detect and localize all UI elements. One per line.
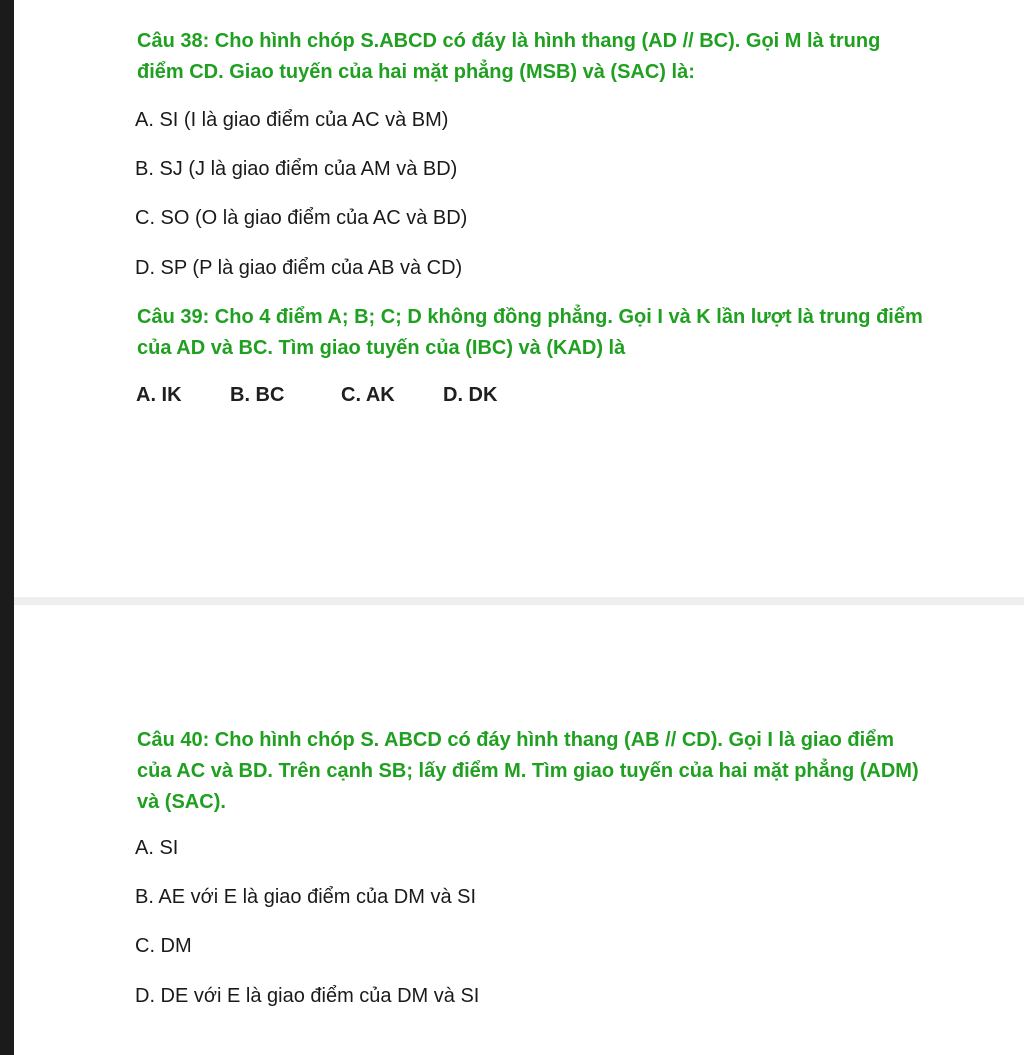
- document-page-2: [14, 605, 1024, 1055]
- question-40-option-b: B. AE với E là giao điểm của DM và SI: [135, 886, 477, 908]
- question-38-option-b: B. SJ (J là giao điểm của AM và BD): [135, 158, 458, 180]
- question-40-option-a: A. SI: [135, 837, 179, 859]
- question-39-option-b: B. BC: [230, 384, 285, 406]
- question-40-option-c: C. DM: [135, 935, 192, 957]
- question-38-option-c: C. SO (O là giao điểm của AC và BD): [135, 207, 468, 229]
- page-separator: [14, 597, 1024, 605]
- question-40-title: Câu 40: Cho hình chóp S. ABCD có đáy hình thang (AB // CD). Gọi I là giao điểm của AC và BD. Trên cạnh SB; lấy điểm M. Tìm giao tuyến của hai mặt phẳng (ADM) và (SAC).: [137, 729, 919, 813]
- question-39-option-c: C. AK: [341, 384, 395, 406]
- document-page-1: [14, 0, 1024, 597]
- question-38-option-d: D. SP (P là giao điểm của AB và CD): [135, 257, 463, 279]
- question-38-option-a: A. SI (I là giao điểm của AC và BM): [135, 109, 449, 131]
- question-38-title: Câu 38: Cho hình chóp S.ABCD có đáy là hình thang (AD // BC). Gọi M là trung điểm CD. Giao tuyến của hai mặt phẳng (MSB) và (SAC) là:: [137, 30, 881, 83]
- question-39-option-a: A. IK: [136, 384, 182, 406]
- question-39-option-d: D. DK: [443, 384, 498, 406]
- question-40-option-d: D. DE với E là giao điểm của DM và SI: [135, 985, 480, 1007]
- question-39-title: Câu 39: Cho 4 điểm A; B; C; D không đồng phẳng. Gọi I và K lần lượt là trung điểm của AD và BC. Tìm giao tuyến của (IBC) và (KAD) là: [137, 306, 923, 359]
